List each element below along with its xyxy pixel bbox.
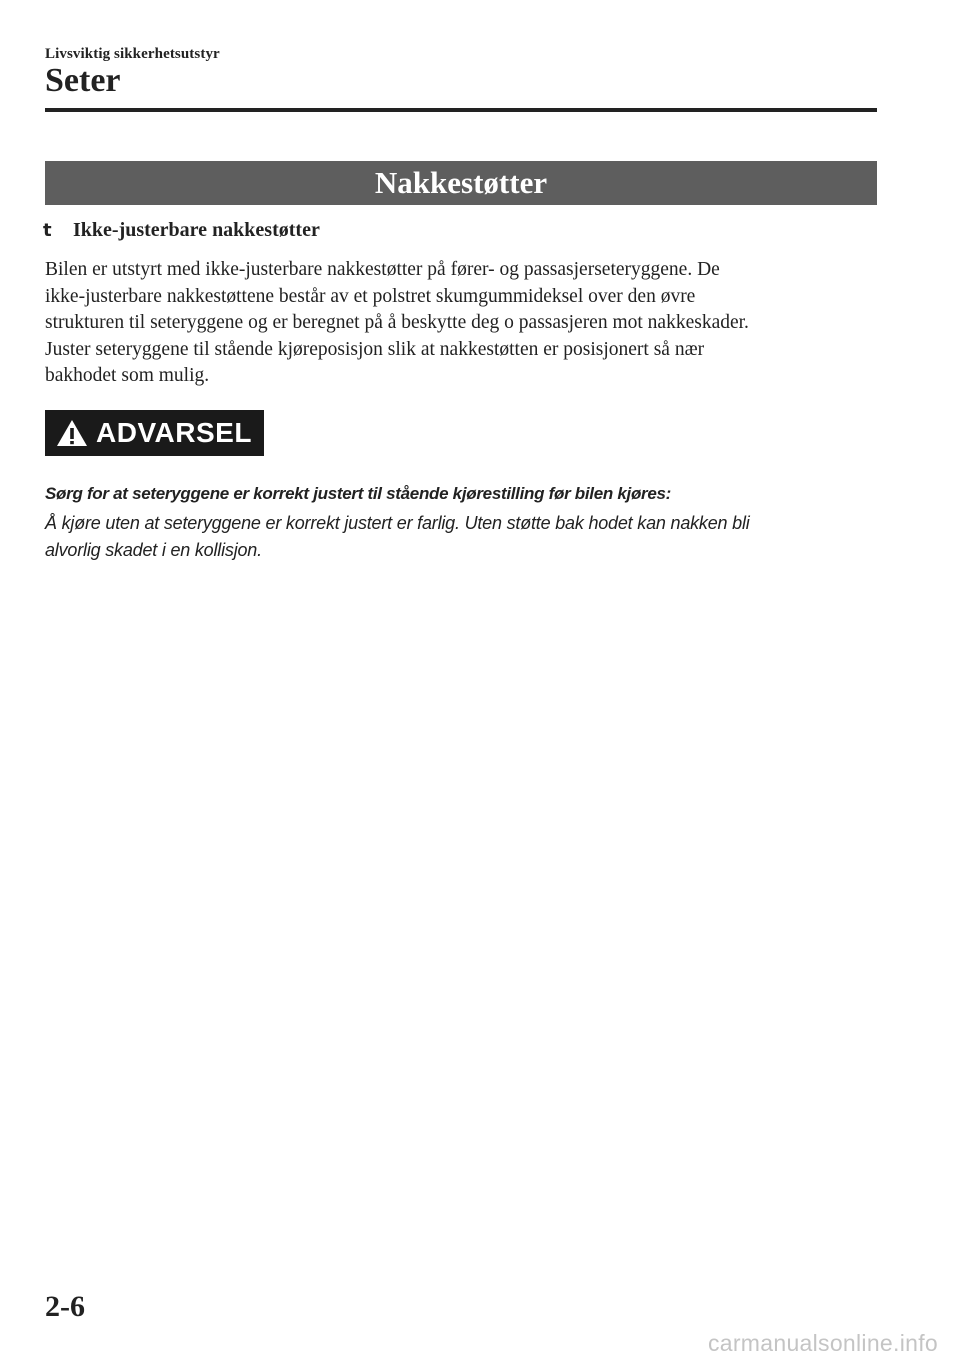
bullet-icon: t: [43, 220, 52, 241]
subsection-heading: [43, 219, 320, 242]
topic-banner: [45, 161, 877, 205]
warning-text-line: alvorlig skadet i en kollisjon.: [45, 540, 262, 560]
subsection-title: Ikke-justerbare nakkestøtter: [73, 219, 320, 241]
body-line: strukturen til seteryggene og er beregnet på å beskytte deg o passasjeren mot nakkeskader.: [45, 312, 749, 333]
chapter-title: Livsviktig sikkerhetsutstyr: [45, 46, 220, 62]
header-divider: [45, 108, 877, 112]
body-line: Juster seteryggene til stående kjøreposisjon slik at nakkestøtten er posisjonert så nær: [45, 338, 705, 360]
warning-triangle-icon: [55, 418, 89, 448]
warning-title: Sørg for at seteryggene er korrekt justert til stående kjørestilling før bilen kjøres:: [45, 484, 672, 503]
warning-badge: [45, 410, 264, 456]
warning-text: [45, 510, 875, 564]
body-line: Bilen er utstyrt med ikke-justerbare nakkestøtter på fører- og passasjerseteryggene. De: [45, 259, 720, 280]
page-number: 2-6: [45, 1290, 85, 1323]
body-line: bakhodet som mulig.: [45, 365, 210, 386]
topic-title: Nakkestøtter: [374, 165, 548, 200]
body-line: ikke-justerbare nakkestøttene består av et polstret skumgummideksel over den øvre: [45, 285, 696, 307]
body-paragraph: [45, 257, 875, 390]
warning-label: ADVARSEL: [96, 417, 252, 448]
section-title: Seter: [45, 62, 121, 99]
warning-text-line: Å kjøre uten at seteryggene er korrekt justert er farlig. Uten støtte bak hodet kan nakken bli: [45, 513, 750, 533]
watermark: carmanualsonline.info: [707, 1330, 938, 1356]
